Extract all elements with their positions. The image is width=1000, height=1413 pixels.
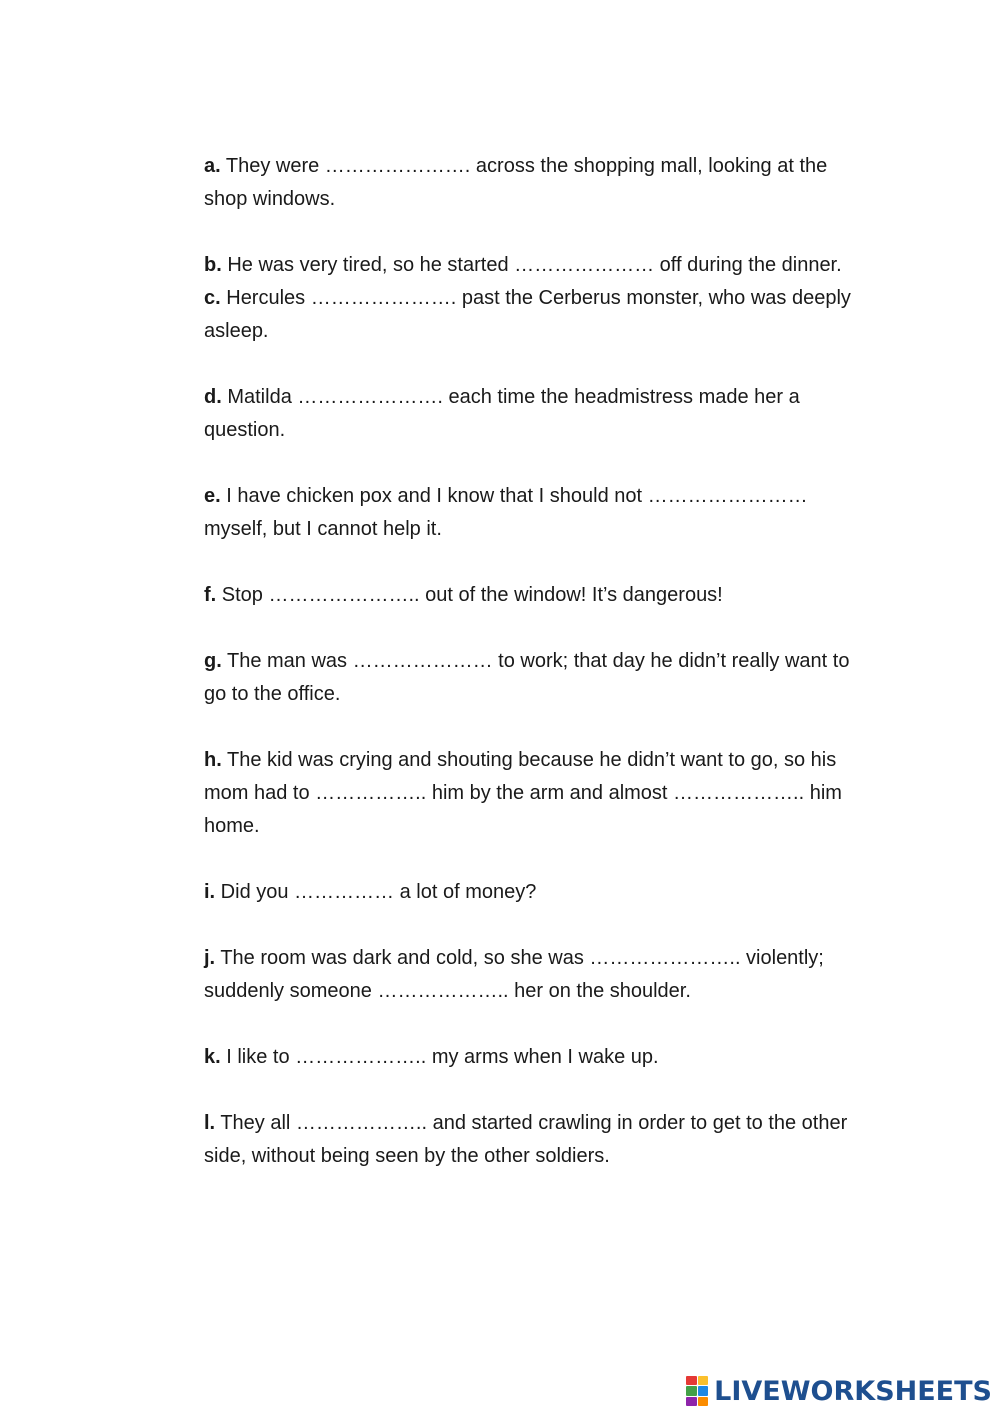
logo-text: LIVEWORKSHEETS (714, 1375, 992, 1407)
exercise-item-f (204, 579, 864, 612)
exercise-item-e (204, 480, 864, 546)
item-text: Matilda …………………. each time the headmistress made her a question. (204, 386, 800, 441)
liveworksheets-logo-icon (686, 1376, 708, 1406)
item-text: Hercules …………………. past the Cerberus monster, who was deeply asleep. (204, 287, 851, 342)
item-letter: h. (204, 749, 222, 771)
exercise-item-d (204, 381, 864, 447)
liveworksheets-logo[interactable] (686, 1373, 992, 1409)
item-letter: k. (204, 1046, 221, 1068)
exercise-item-j (204, 942, 864, 1008)
exercise-item-a (204, 150, 864, 216)
item-letter: d. (204, 386, 222, 408)
item-text: They all ……………….. and started crawling in order to get to the other side, without being seen by the other soldiers. (204, 1112, 848, 1167)
exercise-item-c (204, 282, 864, 348)
item-letter: j. (204, 947, 216, 969)
item-text: I have chicken pox and I know that I should not …………………… myself, but I cannot help it. (204, 485, 808, 540)
worksheet-exercise (204, 150, 864, 1173)
item-letter: b. (204, 254, 222, 276)
item-letter: c. (204, 287, 221, 309)
item-letter: l. (204, 1112, 216, 1134)
item-text: The man was ………………… to work; that day he didn’t really want to go to the office. (204, 650, 850, 705)
item-letter: a. (204, 155, 221, 177)
item-letter: g. (204, 650, 222, 672)
item-text: They were …………………. across the shopping mall, looking at the shop windows. (204, 155, 828, 210)
exercise-item-i (204, 876, 864, 909)
item-text: The room was dark and cold, so she was ………………….. violently; suddenly someone ……………….. her on the shoulder. (204, 947, 824, 1002)
item-text: The kid was crying and shouting because he didn’t want to go, so his mom had to …………….. him by the arm and almost ……………….. him home. (204, 749, 842, 837)
item-text: I like to ……………….. my arms when I wake up. (220, 1046, 659, 1068)
exercise-item-b (204, 249, 864, 282)
item-text: He was very tired, so he started ………………… off during the dinner. (221, 254, 842, 276)
item-letter: i. (204, 881, 216, 903)
exercise-item-g (204, 645, 864, 711)
exercise-item-k (204, 1041, 864, 1074)
item-text: Stop ………………….. out of the window! It’s dangerous! (216, 584, 723, 606)
item-text: Did you …………… a lot of money? (215, 881, 537, 903)
exercise-item-h (204, 744, 864, 843)
item-letter: f. (204, 584, 217, 606)
exercise-item-l (204, 1107, 864, 1173)
item-letter: e. (204, 485, 221, 507)
